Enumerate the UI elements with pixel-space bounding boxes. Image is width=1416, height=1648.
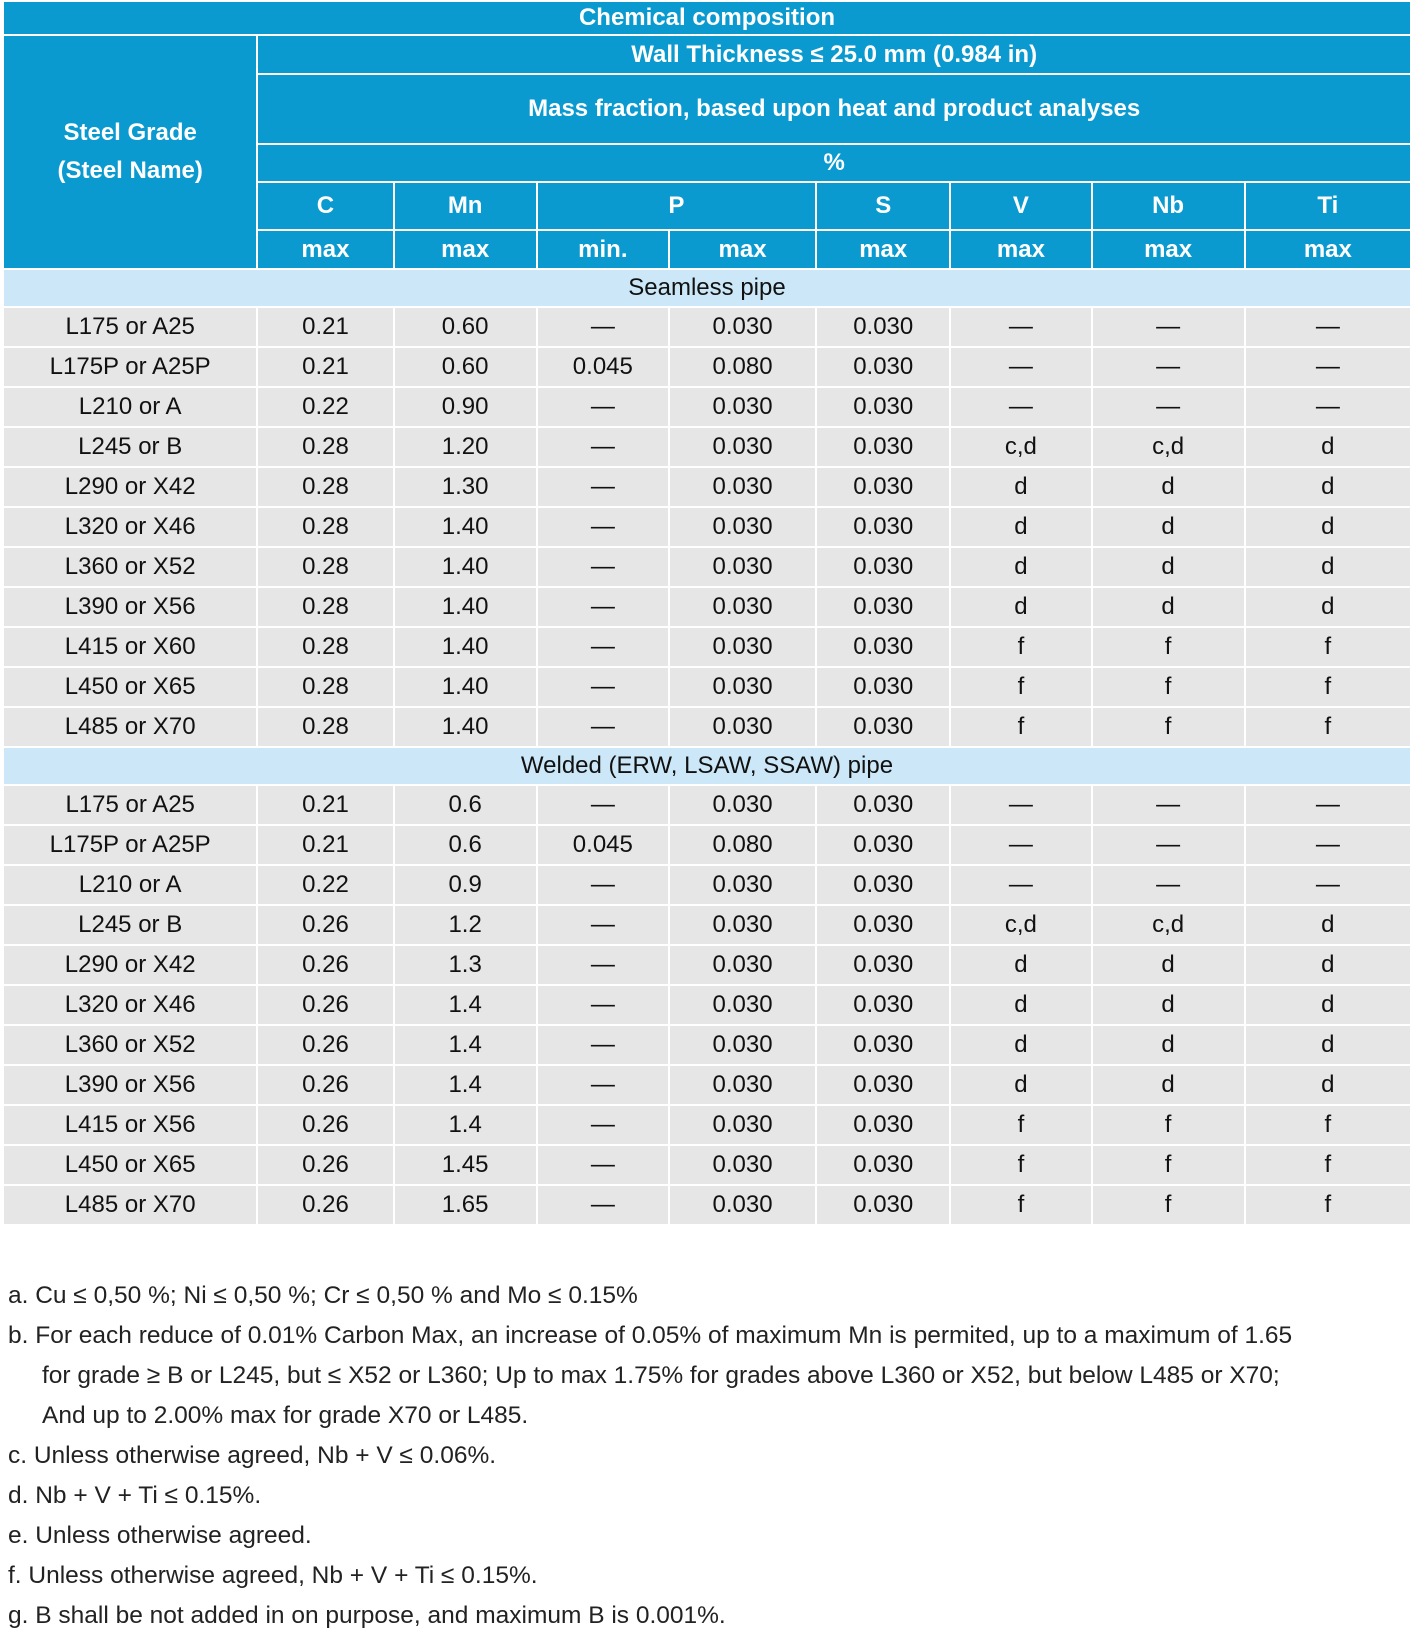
- element-header-v: V: [951, 183, 1090, 229]
- value-cell: 0.26: [258, 1066, 392, 1104]
- value-cell: 0.28: [258, 548, 392, 586]
- value-cell: f: [1093, 708, 1244, 746]
- value-cell: —: [538, 1186, 668, 1224]
- steel-grade-cell: L360 or X52: [4, 548, 256, 586]
- table-title: Chemical composition: [4, 2, 1410, 34]
- value-cell: —: [1246, 826, 1410, 864]
- value-cell: 0.28: [258, 508, 392, 546]
- value-cell: 0.6: [395, 786, 536, 824]
- value-cell: —: [538, 1146, 668, 1184]
- value-cell: 0.030: [817, 348, 949, 386]
- value-cell: d: [1246, 508, 1410, 546]
- value-cell: f: [1246, 1146, 1410, 1184]
- value-cell: —: [1246, 866, 1410, 904]
- value-cell: —: [538, 866, 668, 904]
- value-cell: f: [1093, 1186, 1244, 1224]
- value-cell: 1.2: [395, 906, 536, 944]
- limit-header: max: [670, 231, 815, 268]
- value-cell: d: [1093, 468, 1244, 506]
- table-row: [4, 1026, 1410, 1064]
- value-cell: 1.20: [395, 428, 536, 466]
- value-cell: d: [951, 588, 1090, 626]
- value-cell: —: [951, 388, 1090, 426]
- value-cell: f: [1246, 668, 1410, 706]
- value-cell: 0.030: [817, 1106, 949, 1144]
- value-cell: d: [1246, 588, 1410, 626]
- value-cell: —: [1093, 866, 1244, 904]
- table-row: [4, 628, 1410, 666]
- table-row: [4, 946, 1410, 984]
- value-cell: 0.28: [258, 668, 392, 706]
- steel-grade-cell: L360 or X52: [4, 1026, 256, 1064]
- value-cell: —: [538, 946, 668, 984]
- value-cell: 0.045: [538, 348, 668, 386]
- value-cell: f: [1246, 1106, 1410, 1144]
- value-cell: 0.26: [258, 1146, 392, 1184]
- value-cell: 0.26: [258, 986, 392, 1024]
- value-cell: 0.030: [817, 628, 949, 666]
- value-cell: f: [951, 708, 1090, 746]
- value-cell: 0.030: [817, 388, 949, 426]
- value-cell: 0.030: [670, 1186, 815, 1224]
- value-cell: —: [538, 388, 668, 426]
- element-header-p: P: [538, 183, 815, 229]
- value-cell: —: [538, 1106, 668, 1144]
- value-cell: —: [538, 628, 668, 666]
- element-header-c: C: [258, 183, 392, 229]
- value-cell: d: [951, 508, 1090, 546]
- table-row: [4, 826, 1410, 864]
- value-cell: 0.21: [258, 348, 392, 386]
- table-row: [4, 1066, 1410, 1104]
- steel-grade-cell: L290 or X42: [4, 946, 256, 984]
- value-cell: 0.60: [395, 348, 536, 386]
- value-cell: c,d: [1093, 906, 1244, 944]
- value-cell: 0.030: [817, 786, 949, 824]
- steel-grade-cell: L485 or X70: [4, 1186, 256, 1224]
- wall-thickness-header: Wall Thickness ≤ 25.0 mm (0.984 in): [258, 36, 1410, 73]
- value-cell: —: [538, 786, 668, 824]
- value-cell: 0.030: [670, 548, 815, 586]
- limit-header: min.: [538, 231, 668, 268]
- value-cell: f: [1246, 708, 1410, 746]
- element-header-nb: Nb: [1093, 183, 1244, 229]
- value-cell: 0.030: [817, 866, 949, 904]
- value-cell: d: [951, 986, 1090, 1024]
- value-cell: 0.030: [817, 826, 949, 864]
- steel-grade-cell: L175 or A25: [4, 308, 256, 346]
- value-cell: 0.6: [395, 826, 536, 864]
- value-cell: 0.030: [670, 388, 815, 426]
- value-cell: 0.030: [817, 668, 949, 706]
- table-row: [4, 866, 1410, 904]
- value-cell: —: [538, 1066, 668, 1104]
- steel-grade-cell: L320 or X46: [4, 986, 256, 1024]
- value-cell: d: [951, 946, 1090, 984]
- footnote-line: e. Unless otherwise agreed.: [8, 1522, 312, 1549]
- value-cell: d: [1093, 1066, 1244, 1104]
- value-cell: 0.21: [258, 826, 392, 864]
- value-cell: d: [951, 468, 1090, 506]
- footnote-line: a. Cu ≤ 0,50 %; Ni ≤ 0,50 %; Cr ≤ 0,50 % and Mo ≤ 0.15%: [8, 1282, 638, 1309]
- value-cell: 0.030: [817, 308, 949, 346]
- value-cell: 0.26: [258, 1106, 392, 1144]
- steel-grade-cell: L320 or X46: [4, 508, 256, 546]
- steel-grade-cell: L390 or X56: [4, 1066, 256, 1104]
- value-cell: f: [951, 628, 1090, 666]
- value-cell: 1.4: [395, 986, 536, 1024]
- value-cell: 0.030: [670, 1146, 815, 1184]
- footnote-line: c. Unless otherwise agreed, Nb + V ≤ 0.06%.: [8, 1442, 497, 1469]
- value-cell: 1.45: [395, 1146, 536, 1184]
- limit-header: max: [1093, 231, 1244, 268]
- limit-header: max: [817, 231, 949, 268]
- footnote-line: d. Nb + V + Ti ≤ 0.15%.: [8, 1482, 262, 1509]
- steel-grade-cell: L245 or B: [4, 428, 256, 466]
- mass-fraction-header: Mass fraction, based upon heat and product analyses: [258, 75, 1410, 143]
- value-cell: f: [1246, 1186, 1410, 1224]
- value-cell: d: [951, 1066, 1090, 1104]
- value-cell: 0.030: [817, 1066, 949, 1104]
- value-cell: 0.030: [817, 708, 949, 746]
- table-row: [4, 1146, 1410, 1184]
- value-cell: —: [1246, 348, 1410, 386]
- table-row: [4, 906, 1410, 944]
- limit-header: max: [258, 231, 392, 268]
- footnotes: [8, 1276, 1413, 1636]
- table-row: [4, 588, 1410, 626]
- value-cell: —: [538, 428, 668, 466]
- value-cell: 0.045: [538, 826, 668, 864]
- value-cell: 0.28: [258, 428, 392, 466]
- value-cell: 0.030: [817, 508, 949, 546]
- value-cell: 0.030: [670, 906, 815, 944]
- value-cell: d: [1246, 1066, 1410, 1104]
- footnote-line: for grade ≥ B or L245, but ≤ X52 or L360; Up to max 1.75% for grades above L360 or X52, but below L485 or X70;: [42, 1362, 1280, 1389]
- steel-grade-cell: L415 or X60: [4, 628, 256, 666]
- value-cell: 1.4: [395, 1066, 536, 1104]
- steel-grade-cell: L390 or X56: [4, 588, 256, 626]
- value-cell: —: [1093, 308, 1244, 346]
- chemical-composition-table: [2, 0, 1412, 1226]
- section-header: Welded (ERW, LSAW, SSAW) pipe: [4, 748, 1410, 784]
- footnote-line: f. Unless otherwise agreed, Nb + V + Ti ≤ 0.15%.: [8, 1562, 538, 1589]
- value-cell: 0.080: [670, 826, 815, 864]
- value-cell: 0.26: [258, 906, 392, 944]
- value-cell: 0.030: [670, 946, 815, 984]
- value-cell: c,d: [1093, 428, 1244, 466]
- steel-grade-header: [4, 36, 256, 268]
- value-cell: —: [538, 548, 668, 586]
- value-cell: d: [1246, 428, 1410, 466]
- value-cell: 0.26: [258, 1186, 392, 1224]
- value-cell: 0.030: [670, 866, 815, 904]
- value-cell: d: [1093, 548, 1244, 586]
- value-cell: —: [538, 986, 668, 1024]
- value-cell: —: [538, 906, 668, 944]
- value-cell: 1.3: [395, 946, 536, 984]
- steel-name-label: (Steel Name): [57, 157, 203, 184]
- value-cell: 0.030: [670, 786, 815, 824]
- value-cell: 0.030: [670, 628, 815, 666]
- element-header-s: S: [817, 183, 949, 229]
- steel-grade-cell: L450 or X65: [4, 668, 256, 706]
- table-row: [4, 986, 1410, 1024]
- value-cell: 0.030: [670, 986, 815, 1024]
- value-cell: 1.40: [395, 508, 536, 546]
- value-cell: —: [538, 708, 668, 746]
- value-cell: 0.28: [258, 628, 392, 666]
- table-row: [4, 1186, 1410, 1224]
- value-cell: f: [1246, 628, 1410, 666]
- value-cell: d: [1246, 946, 1410, 984]
- limit-header: max: [951, 231, 1090, 268]
- value-cell: 0.080: [670, 348, 815, 386]
- value-cell: d: [1093, 946, 1244, 984]
- value-cell: —: [538, 308, 668, 346]
- value-cell: d: [1246, 468, 1410, 506]
- value-cell: f: [951, 1146, 1090, 1184]
- value-cell: —: [1093, 786, 1244, 824]
- value-cell: 0.28: [258, 468, 392, 506]
- steel-grade-cell: L210 or A: [4, 388, 256, 426]
- value-cell: 0.28: [258, 708, 392, 746]
- value-cell: —: [1246, 786, 1410, 824]
- value-cell: —: [951, 348, 1090, 386]
- table-row: [4, 668, 1410, 706]
- value-cell: —: [1246, 308, 1410, 346]
- value-cell: f: [1093, 1146, 1244, 1184]
- value-cell: f: [951, 668, 1090, 706]
- value-cell: 1.4: [395, 1026, 536, 1064]
- value-cell: 0.030: [670, 1026, 815, 1064]
- value-cell: 0.030: [817, 428, 949, 466]
- value-cell: 0.030: [817, 986, 949, 1024]
- value-cell: —: [538, 588, 668, 626]
- steel-grade-cell: L485 or X70: [4, 708, 256, 746]
- value-cell: 0.030: [817, 468, 949, 506]
- value-cell: 1.4: [395, 1106, 536, 1144]
- value-cell: f: [1093, 668, 1244, 706]
- value-cell: 1.40: [395, 588, 536, 626]
- value-cell: 0.030: [670, 1106, 815, 1144]
- value-cell: 1.40: [395, 668, 536, 706]
- table-row: [4, 1106, 1410, 1144]
- steel-grade-cell: L175P or A25P: [4, 348, 256, 386]
- value-cell: 0.26: [258, 1026, 392, 1064]
- table-row: [4, 388, 1410, 426]
- value-cell: —: [951, 786, 1090, 824]
- value-cell: 0.030: [817, 548, 949, 586]
- value-cell: 1.65: [395, 1186, 536, 1224]
- value-cell: 0.030: [670, 308, 815, 346]
- value-cell: 0.21: [258, 308, 392, 346]
- value-cell: —: [951, 866, 1090, 904]
- value-cell: d: [1246, 1026, 1410, 1064]
- section-header: Seamless pipe: [4, 270, 1410, 306]
- steel-grade-cell: L210 or A: [4, 866, 256, 904]
- value-cell: —: [951, 826, 1090, 864]
- value-cell: 1.40: [395, 548, 536, 586]
- steel-grade-cell: L415 or X56: [4, 1106, 256, 1144]
- table-row: [4, 468, 1410, 506]
- table-row: [4, 548, 1410, 586]
- footnote-line: g. B shall be not added in on purpose, and maximum B is 0.001%.: [8, 1602, 726, 1629]
- value-cell: f: [951, 1106, 1090, 1144]
- value-cell: 0.030: [670, 508, 815, 546]
- value-cell: c,d: [951, 906, 1090, 944]
- value-cell: 0.28: [258, 588, 392, 626]
- table-row: [4, 308, 1410, 346]
- table-row: [4, 786, 1410, 824]
- value-cell: 0.030: [670, 668, 815, 706]
- value-cell: d: [1246, 986, 1410, 1024]
- value-cell: —: [538, 508, 668, 546]
- value-cell: f: [951, 1186, 1090, 1224]
- steel-grade-cell: L175 or A25: [4, 786, 256, 824]
- value-cell: d: [1093, 986, 1244, 1024]
- value-cell: 0.22: [258, 388, 392, 426]
- value-cell: —: [1093, 388, 1244, 426]
- value-cell: —: [1093, 348, 1244, 386]
- limit-header: max: [1246, 231, 1410, 268]
- value-cell: 0.030: [817, 946, 949, 984]
- value-cell: d: [1246, 906, 1410, 944]
- steel-grade-label: Steel Grade: [63, 119, 197, 146]
- value-cell: 1.40: [395, 708, 536, 746]
- value-cell: 0.030: [817, 588, 949, 626]
- value-cell: 0.030: [670, 428, 815, 466]
- value-cell: —: [538, 1026, 668, 1064]
- value-cell: d: [951, 1026, 1090, 1064]
- table-row: [4, 348, 1410, 386]
- steel-grade-cell: L175P or A25P: [4, 826, 256, 864]
- table-row: [4, 708, 1410, 746]
- table-row: [4, 508, 1410, 546]
- value-cell: 0.21: [258, 786, 392, 824]
- steel-grade-cell: L245 or B: [4, 906, 256, 944]
- value-cell: 0.030: [817, 1146, 949, 1184]
- value-cell: 0.030: [817, 1186, 949, 1224]
- footnote-line: b. For each reduce of 0.01% Carbon Max, an increase of 0.05% of maximum Mn is permited, up to a maximum of 1.65: [8, 1322, 1293, 1349]
- value-cell: 0.030: [670, 708, 815, 746]
- value-cell: d: [951, 548, 1090, 586]
- value-cell: 0.26: [258, 946, 392, 984]
- value-cell: —: [538, 468, 668, 506]
- value-cell: 0.22: [258, 866, 392, 904]
- value-cell: —: [1093, 826, 1244, 864]
- value-cell: f: [1093, 1106, 1244, 1144]
- element-header-ti: Ti: [1246, 183, 1410, 229]
- value-cell: d: [1093, 1026, 1244, 1064]
- value-cell: 0.030: [817, 1026, 949, 1064]
- steel-grade-cell: L290 or X42: [4, 468, 256, 506]
- value-cell: f: [1093, 628, 1244, 666]
- steel-grade-cell: L450 or X65: [4, 1146, 256, 1184]
- value-cell: 0.030: [670, 1066, 815, 1104]
- value-cell: —: [538, 668, 668, 706]
- value-cell: 0.030: [670, 468, 815, 506]
- table-row: [4, 428, 1410, 466]
- value-cell: 0.9: [395, 866, 536, 904]
- value-cell: —: [951, 308, 1090, 346]
- percent-header: %: [258, 145, 1410, 181]
- value-cell: c,d: [951, 428, 1090, 466]
- value-cell: 0.030: [817, 906, 949, 944]
- value-cell: d: [1093, 588, 1244, 626]
- value-cell: d: [1246, 548, 1410, 586]
- value-cell: 0.030: [670, 588, 815, 626]
- value-cell: 0.60: [395, 308, 536, 346]
- footnote-line: And up to 2.00% max for grade X70 or L485.: [42, 1402, 529, 1429]
- value-cell: —: [1246, 388, 1410, 426]
- element-header-mn: Mn: [395, 183, 536, 229]
- value-cell: 1.40: [395, 628, 536, 666]
- value-cell: d: [1093, 508, 1244, 546]
- value-cell: 0.90: [395, 388, 536, 426]
- value-cell: 1.30: [395, 468, 536, 506]
- limit-header: max: [395, 231, 536, 268]
